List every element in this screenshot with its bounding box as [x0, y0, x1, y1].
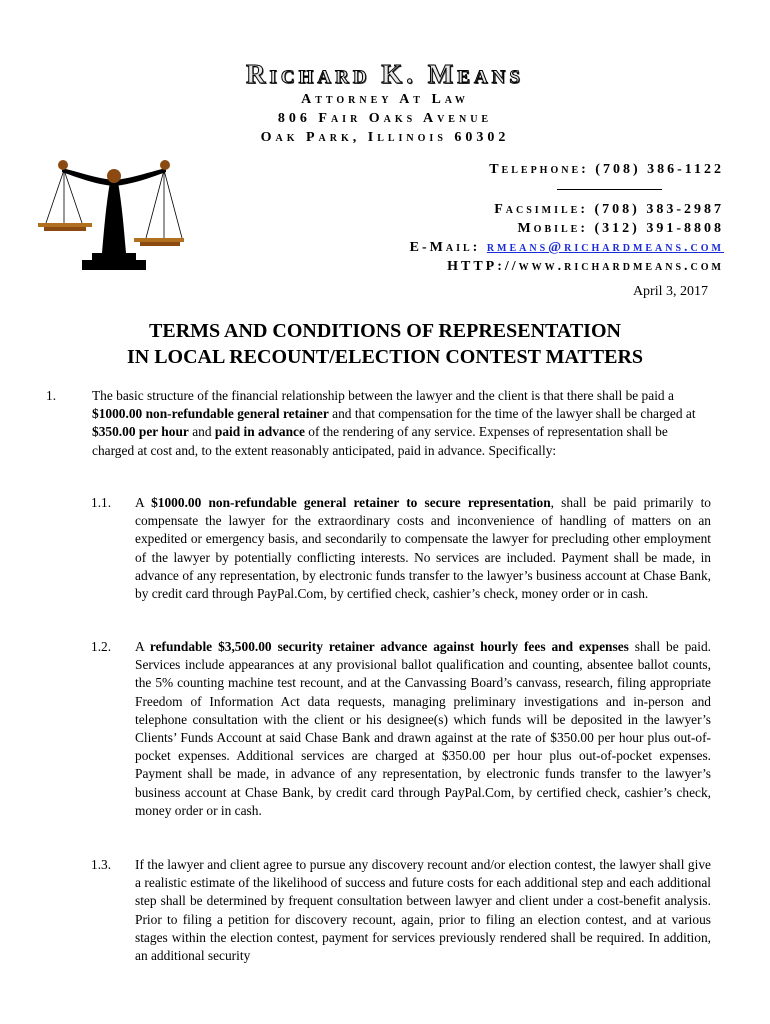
section-text [135, 494, 711, 603]
facsimile: Facsimile: (708) 383-2987 [494, 202, 724, 217]
section-text [92, 387, 710, 460]
website: HTTP://www.richardmeans.com [447, 259, 724, 274]
bold-run: paid in advance [214, 424, 305, 440]
bold-run: $350.00 per hour [92, 424, 189, 440]
bold-run: $1000.00 non-refundable general retainer [92, 406, 329, 422]
text-run: and [188, 424, 215, 440]
email-link[interactable]: rmeans@richardmeans.com [486, 240, 724, 255]
contact-divider [557, 189, 662, 190]
section-text: If the lawyer and client agree to pursue any discovery recount and/or election contest, the lawyer shall give a realistic estimate of the likelihood of success and future costs for each additional step and each additional step shall be determined by frequent consultation between lawyer and client under a cost-benefit analysis. Prior to filing a petition for discovery recount, again, prior to filing an election contest, and at various stages within the election contest, payment for services previously rendered shall be required. In addition, an additional security [135, 857, 711, 964]
section-number: 1. [46, 388, 57, 403]
text-run: A [135, 495, 152, 510]
section-number: 1.3. [91, 857, 112, 872]
firm-name: Richard K. Means [246, 59, 524, 89]
letter-date: April 3, 2017 [632, 284, 708, 299]
text-run: The basic structure of the financial relationship between the lawyer and the client is that there shall be paid a [92, 388, 674, 403]
attorney-title: Attorney At Law [301, 92, 469, 107]
text-run: of the rendering of any service. Expenses of representation shall be charged at cost and, to the extent reasonably anticipated, paid in advance. Specifically: [92, 424, 668, 458]
contact-block [410, 160, 724, 276]
section-text [135, 638, 711, 820]
text-run: and that compensation for the time of the lawyer shall be charged at [328, 406, 696, 422]
telephone: Telephone: (708) 386-1122 [489, 162, 724, 177]
bold-run: $1000.00 non-refundable general retainer to secure representation [151, 495, 551, 510]
text-run: shall be paid. Services include appearances at any provisional ballot qualification and counting, absentee ballot counts, the 5% counting machine test recount, and at the Canvassing Board’s canvass, research, filing appropriate Freedom of Information Act data requests, managing preliminary investigations and in-person and telephone consultation with the client or his designee(s) which funds will be deposited in the lawyer’s Clients’ Funds Account at said Chase Bank and drawn against at the rate of $350.00 per hour plus out-of-pocket expenses. Additional services are charged at $350.00 per hour plus out-of-pocket expenses. Payment shall be made, in advance of any representation, by electronic funds transfer to the lawyer’s business account at Chase Bank, by credit card through PayPal.Com, by certified check, cashier’s check, money order or in cash. [135, 639, 712, 818]
document-title [0, 318, 770, 370]
text-run: A [135, 639, 150, 654]
email-label: E-Mail: [409, 240, 481, 255]
title-line-1: TERMS AND CONDITIONS OF REPRESENTATION [149, 320, 621, 342]
scales-of-justice-icon [34, 150, 184, 275]
title-line-2: IN LOCAL RECOUNT/ELECTION CONTEST MATTERS [126, 346, 644, 368]
address-line-2: Oak Park, Illinois 60302 [260, 130, 510, 145]
letterhead [0, 58, 770, 147]
bold-run: refundable $3,500.00 security retainer advance against hourly fees and expenses [149, 639, 629, 654]
email-row [410, 238, 724, 257]
mobile: Mobile: (312) 391-8808 [517, 221, 724, 236]
section-number: 1.2. [91, 639, 112, 654]
text-run: , shall be paid primarily to compensate the lawyer for the extraordinary costs and inconvenience of handling of matters on an expedited or emergency basis, and secondarily to compensate the lawyer for precluding other employment of the lawyer by potentially conflicting interests. No services are included. Payment shall be made, in advance of any representation, by electronic funds transfer to the lawyer’s business account at Chase Bank, by credit card through PayPal.Com, by certified check, cashier’s check, money order or in cash. [135, 495, 711, 602]
section-number: 1.1. [91, 495, 112, 510]
address-line-1: 806 Fair Oaks Avenue [277, 111, 493, 126]
